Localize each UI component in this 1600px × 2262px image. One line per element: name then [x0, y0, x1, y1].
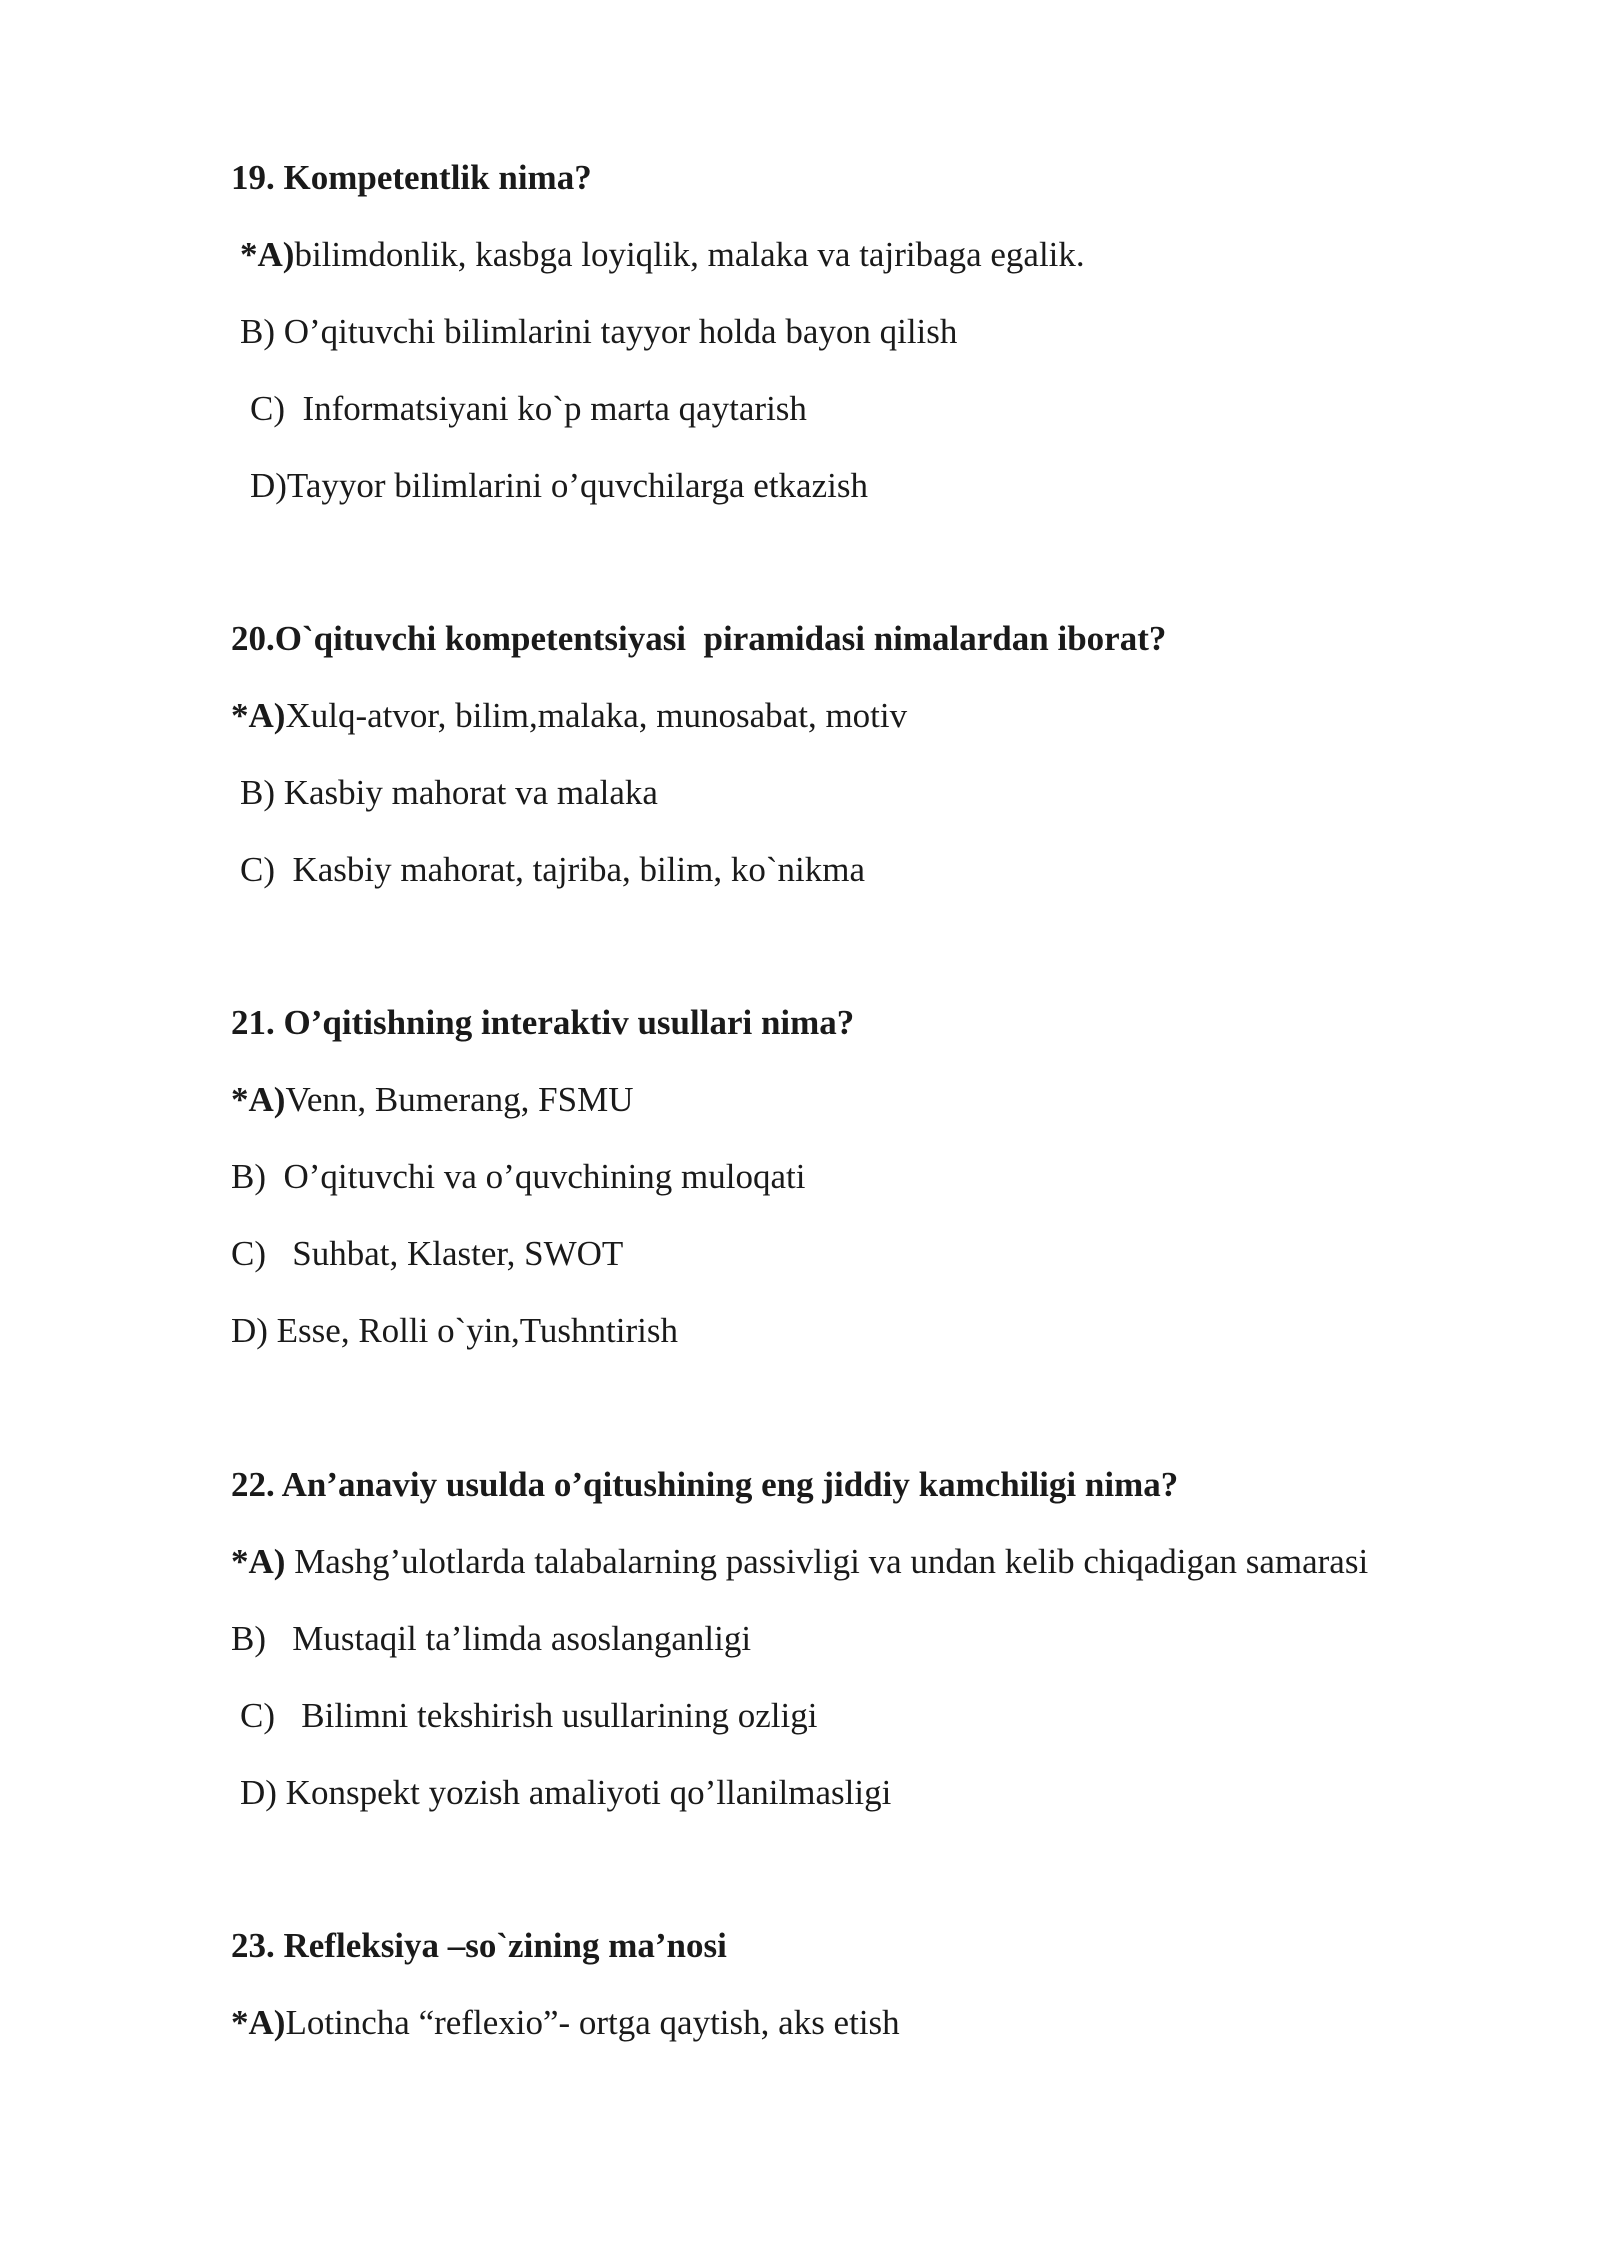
question-20-option-b: B) Kasbiy mahorat va malaka	[240, 773, 658, 812]
correct-answer-marker: *A)	[231, 696, 286, 735]
question-19-option-a	[240, 237, 1085, 272]
question-20-option-c: C) Kasbiy mahorat, tajriba, bilim, ko`nikma	[240, 850, 866, 889]
question-19-option-c: C) Informatsiyani ko`p marta qaytarish	[250, 389, 807, 428]
option-text: Mashg’ulotlarda talabalarning passivligi va undan kelib chiqadigan samarasi	[294, 1542, 1369, 1581]
option-text: Xulq-atvor, bilim,malaka, munosabat, motiv	[285, 696, 908, 735]
question-19-title: 19. Kompetentlik nima?	[231, 158, 592, 197]
question-21-title: 21. O’qitishning interaktiv usullari nima?	[231, 1003, 855, 1042]
question-20-title: 20.O`qituvchi kompetentsiyasi piramidasi nimalardan iborat?	[231, 619, 1167, 658]
question-21-option-b: B) O’qituvchi va o’quvchining muloqati	[231, 1157, 806, 1196]
question-22-option-a	[231, 1544, 1368, 1579]
question-19-option-b: B) O’qituvchi bilimlarini tayyor holda bayon qilish	[240, 312, 958, 351]
option-text: Venn, Bumerang, FSMU	[285, 1080, 634, 1119]
option-text: bilimdonlik, kasbga loyiqlik, malaka va tajribaga egalik.	[294, 235, 1085, 274]
question-22-title: 22. An’anaviy usulda o’qitushining eng jiddiy kamchiligi nima?	[231, 1465, 1179, 1504]
question-21-option-c: C) Suhbat, Klaster, SWOT	[231, 1234, 624, 1273]
question-20-option-a	[231, 698, 907, 733]
correct-answer-marker: *A)	[231, 1080, 286, 1119]
correct-answer-marker: *A)	[231, 2003, 286, 2042]
question-21-option-d: D) Esse, Rolli o`yin,Tushntirish	[231, 1311, 678, 1350]
question-19-option-d: D)Tayyor bilimlarini o’quvchilarga etkazish	[250, 466, 868, 505]
question-22-option-c: C) Bilimni tekshirish usullarining ozligi	[240, 1696, 818, 1735]
question-22-option-b: B) Mustaqil ta’limda asoslanganligi	[231, 1619, 752, 1658]
question-21-option-a	[231, 1082, 634, 1117]
question-23-title: 23. Refleksiya –so`zining ma’nosi	[231, 1926, 727, 1965]
correct-answer-marker: *A)	[240, 235, 295, 274]
question-22-option-d: D) Konspekt yozish amaliyoti qo’llanilmasligi	[240, 1773, 892, 1812]
correct-answer-marker: *A)	[231, 1542, 295, 1581]
option-text: Lotincha “reflexio”- ortga qaytish, aks etish	[285, 2003, 900, 2042]
question-23-option-a	[231, 2005, 900, 2040]
